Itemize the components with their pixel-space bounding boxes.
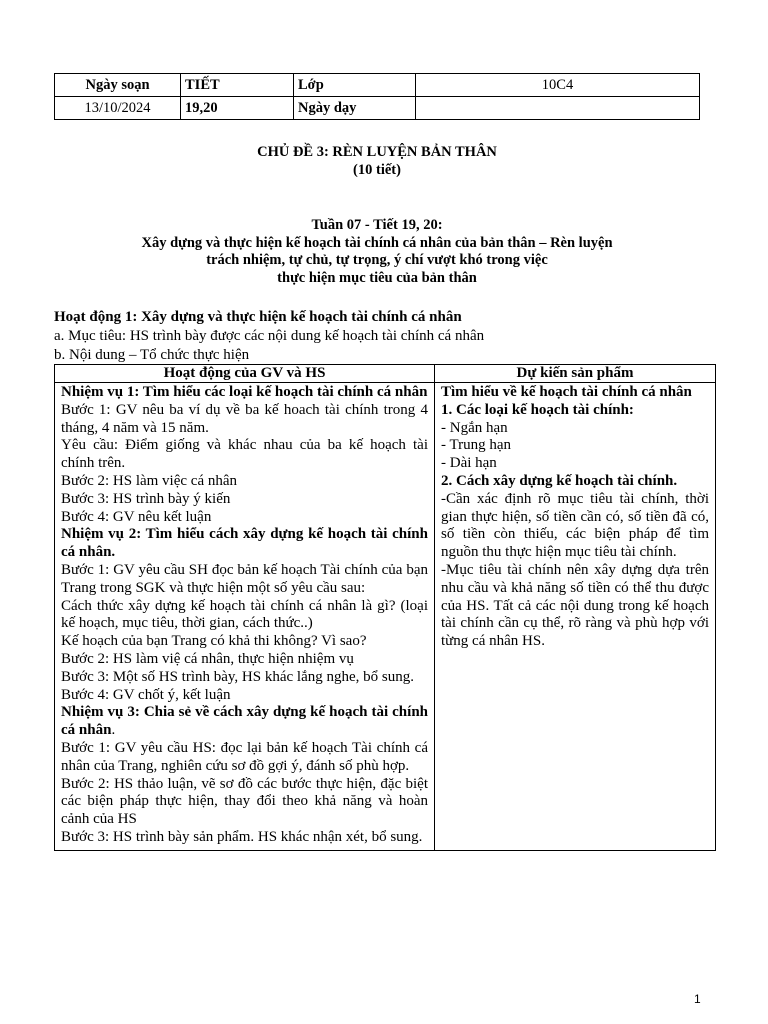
section-2-paragraph-2: -Mục tiêu tài chính nên xây dựng dựa trên nhu cầu và khả năng số tiền có thể thu được của HS. Tất cả các nội dung trong kế hoạch tài chính cần cụ thể, rõ ràng và phù hợp với từng cá nhân HS.: [441, 561, 709, 650]
lop-value: 10C4: [416, 74, 700, 97]
task-1-step-1: Bước 1: GV nêu ba ví dụ về ba kế hoach tài chính trong 4 tháng, 4 năm và 15 năm.: [61, 401, 428, 436]
task-3-step-1: Bước 1: GV yêu cầu HS: đọc lại bản kế hoạch Tài chính cá nhân của Trang, nghiên cứu sơ đồ gợi ý, đánh số phù hợp.: [61, 739, 428, 774]
ngay-soan-label: Ngày soạn: [55, 74, 181, 97]
lesson-info-table: [54, 73, 700, 120]
task-2-step-2: Bước 2: HS làm việ cá nhân, thực hiện nhiệm vụ: [61, 650, 354, 667]
plan-type-medium-term: - Trung hạn: [441, 437, 512, 454]
ngay-soan-value: 13/10/2024: [55, 97, 181, 120]
activity-content: b. Nội dung – Tổ chức thực hiện: [54, 347, 250, 363]
task-3-title-end: .: [111, 722, 116, 739]
tiet-value: 19,20: [181, 97, 294, 120]
products-heading: Tìm hiểu về kế hoạch tài chính cá nhân: [441, 384, 692, 400]
column-header-products: Dự kiến sản phẩm: [435, 365, 716, 383]
lesson-line-1: Tuần 07 - Tiết 19, 20:: [311, 217, 443, 233]
activity-table: [54, 364, 716, 851]
lesson-line-4: thực hiện mục tiêu của bản thân: [277, 269, 477, 286]
activity-title: Hoạt động 1: Xây dựng và thực hiện kế hoạch tài chính cá nhân: [54, 309, 462, 325]
page-number: 1: [694, 992, 701, 1006]
task-2-step-3: Bước 3: Một số HS trình bày, HS khác lắng nghe, bổ sung.: [61, 668, 414, 685]
task-2-step-1: Bước 1: GV yêu cầu SH đọc bản kế hoạch Tài chính của bạn Trang trong SGK và thực hiện một số yêu cầu sau:: [61, 561, 428, 596]
topic-heading: [54, 144, 700, 179]
expected-products-cell: [435, 383, 716, 851]
ngay-day-label: Ngày dạy: [294, 97, 416, 120]
lop-label: Lớp: [294, 74, 416, 97]
task-1-title: Nhiệm vụ 1: Tìm hiểu các loại kế hoạch tài chính cá nhân: [61, 384, 428, 400]
topic-title: CHỦ ĐỀ 3: RÈN LUYỆN BẢN THÂN: [257, 144, 497, 160]
lesson-heading: [54, 217, 700, 287]
plan-type-long-term: - Dài hạn: [441, 455, 497, 472]
section-2-title: 2. Cách xây dựng kế hoạch tài chính.: [441, 472, 678, 489]
task-3-title-paragraph: [61, 704, 428, 740]
topic-duration: (10 tiết): [353, 161, 401, 178]
lesson-line-2: Xây dựng và thực hiện kế hoạch tài chính cá nhân của bản thân – Rèn luyện: [141, 234, 613, 251]
task-2-title: Nhiệm vụ 2: Tìm hiểu cách xây dựng kế hoạch tài chính cá nhân.: [61, 526, 428, 561]
task-1-step-2: Bước 2: HS làm việc cá nhân: [61, 472, 238, 489]
plan-type-short-term: - Ngắn hạn: [441, 419, 508, 436]
task-2-step-4: Bước 4: GV chốt ý, kết luận: [61, 686, 231, 703]
task-3-step-3: Bước 3: HS trình bày sản phẩm. HS khác nhận xét, bổ sung.: [61, 828, 423, 845]
lesson-line-3: trách nhiệm, tự chủ, tự trọng, ý chí vượt khó trong việc: [206, 252, 548, 268]
task-2-question-2: Kế hoạch của bạn Trang có khả thi không? Vì sao?: [61, 633, 367, 650]
teacher-student-activities-cell: [55, 383, 435, 851]
task-2-question-1: Cách thức xây dựng kế hoạch tài chính cá nhân là gì? (loại kế hoạch, mục tiêu, thời gian, cách thức..): [61, 597, 428, 632]
activity-objective: a. Mục tiêu: HS trình bày được các nội dung kế hoạch tài chính cá nhân: [54, 328, 485, 344]
ngay-day-value: [416, 97, 700, 120]
section-2-paragraph-1: -Cần xác định rõ mục tiêu tài chính, thời gian thực hiện, số tiền cần có, số tiền đã có, số tiền còn thiếu, các biện pháp để tìm nguồn thu thực hiện mục tiêu tài chính.: [441, 490, 709, 561]
tiet-label: TIẾT: [181, 74, 294, 97]
task-3-title: Nhiệm vụ 3: Chia sẻ về cách xây dựng kế hoạch tài chính cá nhân: [61, 704, 428, 739]
column-header-activities: Hoạt động của GV và HS: [55, 365, 435, 383]
task-1-step-3: Bước 3: HS trình bày ý kiến: [61, 490, 231, 507]
section-1-title: 1. Các loại kế hoạch tài chính:: [441, 401, 634, 418]
task-1-step-4: Bước 4: GV nêu kết luận: [61, 508, 212, 525]
task-1-requirement: Yêu cầu: Điểm giống và khác nhau của ba kế hoạch tài chính trên.: [61, 437, 428, 472]
task-3-step-2: Bước 2: HS thảo luận, vẽ sơ đồ các bước thực hiện, đặc biệt các biện pháp thực hiện, thay đổi theo khả năng và hoàn cảnh của HS: [61, 775, 428, 828]
